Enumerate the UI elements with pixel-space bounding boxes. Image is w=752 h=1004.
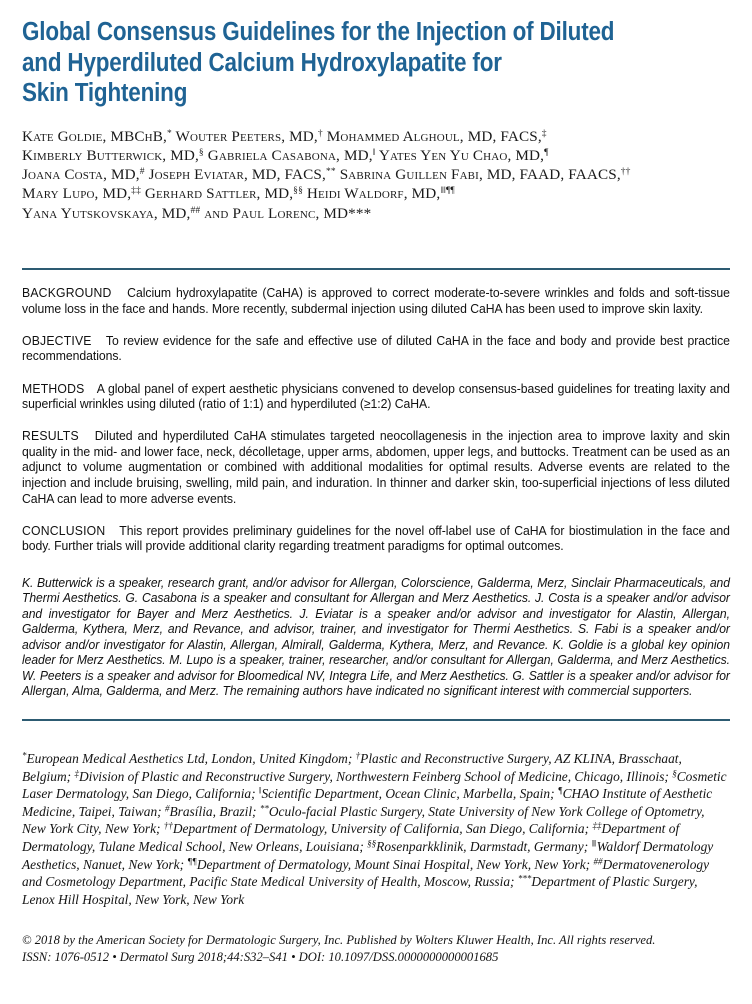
author-name: Joseph Eviatar, MD, FACS,: [144, 166, 326, 184]
author-affiliation-marker: ¶: [544, 147, 549, 158]
affiliation-marker: ¶¶: [187, 856, 197, 867]
author-name: Mohammed Alghoul, MD, FACS,: [322, 127, 542, 145]
author-name: Yana Yutskovskaya, MD,: [22, 204, 191, 222]
author-line: [22, 165, 730, 184]
affiliation-text: Department of Plastic Surgery, Lenox Hill Hospital, New York, New York: [22, 874, 698, 907]
author-affiliation-marker: ††: [620, 167, 631, 178]
author-name: Yates Yen Yu Chao, MD,: [375, 146, 545, 164]
affiliation-marker: *: [22, 750, 27, 761]
copyright-block: [22, 932, 730, 965]
affiliation-text: Scientific Department, Ocean Clinic, Marbella, Spain;: [261, 786, 558, 802]
author-line: [22, 204, 730, 223]
issn-doi-line: ISSN: 1076-0512 • Dermatol Surg 2018;44:S32–S41 • DOI: 10.1097/DSS.0000000000001685: [22, 949, 499, 964]
affiliation-marker: **: [259, 803, 269, 814]
affiliation-marker: ##: [593, 856, 603, 867]
author-line: [22, 146, 730, 165]
author-name: and Paul Lorenc, MD***: [200, 204, 372, 222]
affiliation-text: Cosmetic Laser Dermatology, San Diego, California;: [22, 768, 727, 802]
author-affiliation-marker: §: [198, 147, 204, 158]
author-name: Mary Lupo, MD,: [22, 185, 132, 203]
abstract: [22, 285, 730, 554]
author-name: Gabriela Casabona, MD,: [203, 146, 373, 164]
author-line: [22, 184, 730, 203]
abstract-label: CONCLUSION: [22, 522, 106, 538]
affiliation-marker: §§: [367, 838, 377, 849]
author-affiliation-marker: #: [139, 167, 145, 178]
affiliation-marker: ††: [163, 820, 173, 831]
divider-top: [22, 268, 730, 270]
author-name: Gerhard Sattler, MD,: [140, 185, 294, 203]
copyright-line: © 2018 by the American Society for Dermatologic Surgery, Inc. Published by Wolters Kluwer Health, Inc. All rights reserved.: [22, 933, 656, 948]
abstract-text: Calcium hydroxylapatite (CaHA) is approved to correct moderate-to-severe wrinkles and folds and soft-tissue volume loss in the face and hands. More recently, subdermal injection using diluted CaHA has been used to improve skin laxity.: [22, 285, 730, 316]
abstract-label: OBJECTIVE: [22, 332, 92, 348]
author-list: [22, 127, 730, 223]
affiliation-text: Plastic and Reconstructive Surgery, AZ KLINA, Brasschaat, Belgium;: [22, 751, 682, 784]
author-name: Sabrina Guillen Fabi, MD, FAAD, FAACS,: [335, 166, 621, 184]
affiliation-text: Waldorf Dermatology Aesthetics, Nanuet, New York;: [22, 839, 714, 872]
affiliation-text: Oculo-facial Plastic Surgery, State University of New York College of Optometry, New York City, New York;: [22, 803, 705, 837]
conflict-of-interest-disclosure: K. Butterwick is a speaker, research grant, and/or advisor for Allergan, Colorscience, Galderma, Merz, Sinclair Pharmaceuticals, and Thermi Aesthetics. G. Casabona is a speaker and consultant for Allergan and Merz Aesthetics. J. Costa is a speaker and/or advisor and investigator for Bayer and Merz Aesthetics. J. Eviatar is a speaker and/or advisor and investigator for Alastin, Allergan, Galderma, Kythera, Merz, and Revance, and advisor, trainer, and investigator for Thermi Aesthetics. S. Fabi is a speaker and/or advisor and/or investigator for Alastin, Allergan, Almirall, Galderma, Kythera, Merz, and Revance. K. Goldie is a global key opinion leader for Merz Aesthetics. M. Lupo is a speaker, trainer, researcher, and/or consultant for Allergan, Galderma, and Merz Aesthetics. W. Peeters is a speaker and advisor for Bloomedical NV, Integra Life, and Merz Aesthetics. G. Sattler is a speaker and/or advisor for Allergan, Alma, Galderma, and Merz. The remaining authors have indicated no significant interest with commercial supporters.: [22, 575, 730, 699]
abstract-label: METHODS: [22, 380, 85, 396]
affiliation-marker: ‡‡: [592, 820, 602, 831]
abstract-text: A global panel of expert aesthetic physicians convened to develop consensus-based guidelines for treating laxity and superficial wrinkles using diluted (ratio of 1:1) and hyperdiluted (≥1:2) CaHA.: [22, 380, 730, 412]
affiliations: [22, 750, 730, 908]
affiliation-text: Rosenparkklinik, Darmstadt, Germany;: [376, 839, 592, 855]
author-line: [22, 127, 730, 146]
author-affiliation-marker: †: [317, 128, 323, 139]
affiliation-marker: ***: [517, 873, 532, 884]
author-name: Kimberly Butterwick, MD,: [22, 146, 199, 164]
author-affiliation-marker: ‖‖¶¶: [440, 186, 455, 197]
author-affiliation-marker: ##: [190, 205, 201, 216]
abstract-section-conclusion: [22, 523, 730, 554]
affiliation-marker: ‖‖: [591, 838, 597, 849]
title-line-3: Skin Tightening: [22, 79, 188, 107]
abstract-section-results: [22, 428, 730, 506]
affiliation-marker: ‖: [258, 785, 262, 796]
abstract-text: This report provides preliminary guidelines for the novel off-label use of CaHA for biostimulation in the face and body. Further trials will provide additional clarity regarding treatment paradigms for optimal outcomes.: [22, 522, 730, 554]
affiliation-text: European Medical Aesthetics Ltd, London, United Kingdom;: [26, 751, 356, 767]
affiliation-text: Department of Dermatology, Mount Sinai Hospital, New York, New York;: [196, 856, 594, 872]
author-affiliation-marker: ‡‡: [131, 186, 141, 197]
divider-bottom: [22, 719, 730, 721]
page-title: [22, 0, 726, 109]
affiliation-text: CHAO Institute of Aesthetic Medicine, Taipei, Taiwan;: [22, 786, 713, 819]
abstract-text: To review evidence for the safe and effective use of diluted CaHA in the face and body and provide best practice recommendations.: [22, 332, 730, 364]
title-line-1: Global Consensus Guidelines for the Injection of Diluted: [22, 18, 615, 46]
abstract-label: BACKGROUND: [22, 285, 112, 301]
author-name: Kate Goldie, MBChB,: [22, 127, 167, 145]
affiliation-text: Department of Dermatology, Tulane Medical School, New Orleans, Louisiana;: [22, 821, 680, 855]
title-line-2: and Hyperdiluted Calcium Hydroxylapatite for: [22, 48, 502, 77]
author-affiliation-marker: **: [325, 167, 336, 178]
affiliation-marker: §: [672, 768, 677, 779]
affiliation-text: Department of Dermatology, University of California, San Diego, California;: [172, 821, 593, 837]
author-affiliation-marker: ‖: [372, 147, 376, 158]
affiliation-marker: ‡: [74, 768, 79, 779]
author-affiliation-marker: *: [166, 128, 172, 139]
author-name: Joana Costa, MD,: [22, 166, 140, 184]
author-affiliation-marker: ‡: [541, 128, 547, 139]
affiliation-text: Brasília, Brazil;: [169, 803, 260, 819]
affiliation-text: Division of Plastic and Reconstructive Surgery, Northwestern Feinberg School of Medicine, Chicago, Illinois;: [78, 768, 673, 784]
abstract-section-objective: [22, 333, 730, 364]
affiliation-marker: #: [164, 803, 170, 814]
affiliation-marker: †: [355, 750, 361, 761]
author-name: Heidi Waldorf, MD,: [302, 185, 441, 203]
abstract-section-methods: [22, 381, 730, 412]
affiliation-marker: ¶: [557, 785, 563, 796]
affiliation-text: Dermatovenerology and Cosmetology Department, Pacific State Medical University of Health, Moscow, Russia;: [22, 856, 710, 890]
abstract-text: Diluted and hyperdiluted CaHA stimulates targeted neocollagenesis in the injection area to improve laxity and skin quality in the mid- and lower face, neck, décolletage, upper arms, abdomen, upper legs, and buttocks. Treatment can be used as an adjunct to volume augmentation or combined with additional modalities for optimal results. Adverse events are related to the injection and include bruising, swelling, mild pain, and induration. In thinner and darker skin, too-superficial injections of less diluted CaHA can lead to more adverse events.: [22, 428, 730, 506]
author-name: Wouter Peeters, MD,: [171, 127, 318, 145]
abstract-label: RESULTS: [22, 428, 79, 444]
abstract-section-background: [22, 285, 730, 316]
author-affiliation-marker: §§: [293, 186, 303, 197]
